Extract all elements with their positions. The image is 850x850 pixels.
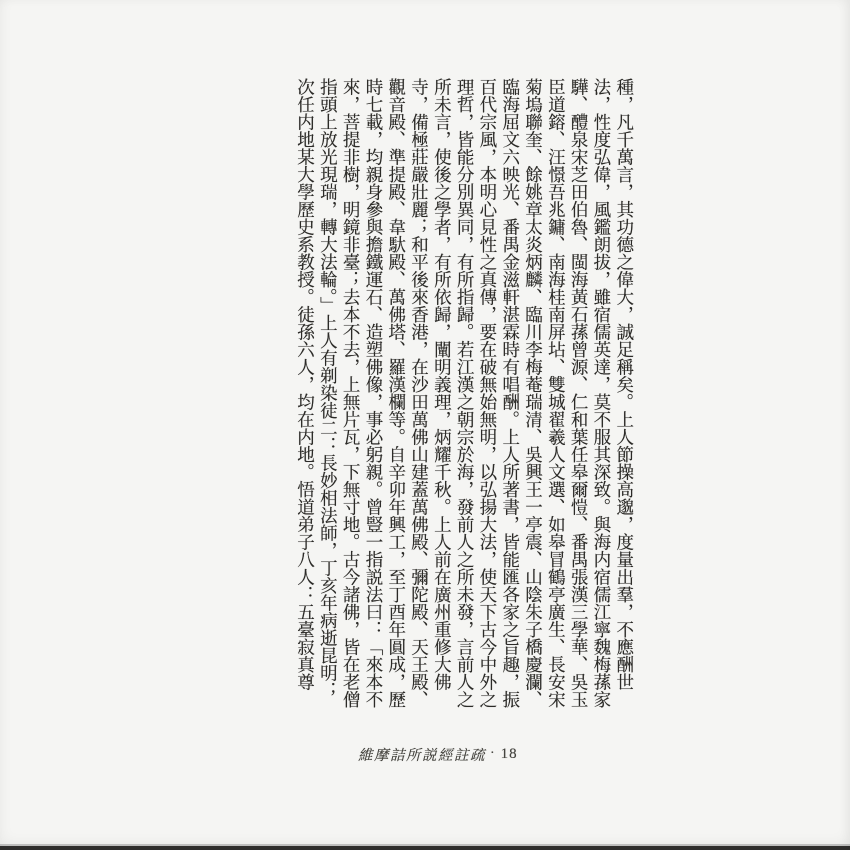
text-column-2: 法，性度弘偉，風鑑朗拔，雖宿儒英達，莫不服其深致。與海内宿儒江寧魏梅蓀家 <box>591 78 612 708</box>
text-column-8: 理哲，皆能分別異同，有所指歸。若江漢之朝宗於海，發前人之所未發，言前人之 <box>455 78 476 708</box>
text-column-1: 種，凡千萬言，其功德之偉大，誠足稱矣。上人節操高邈，度量出羣，不應酬世 <box>614 78 635 691</box>
text-column-9: 所未言，使後之學者，有所依歸，闡明義理，炳耀千秋。上人前在廣州重修大佛 <box>432 78 453 691</box>
text-column-11: 觀音殿、準提殿、韋馱殿、萬佛塔、羅漢欄等。自辛卯年興工，至丁酉年圓成，歷 <box>386 78 407 708</box>
running-title: 維摩詰所説經註疏 <box>358 747 486 764</box>
footer-separator: · <box>490 746 495 761</box>
text-column-13: 來，菩提非樹，明鏡非臺；去本不去，上無片瓦，下無寸地。古今諸佛，皆在老僧 <box>341 78 362 708</box>
text-column-7: 百代宗風，本明心見性之真傳，要在破無始無明，以弘揚大法，使天下古今中外之 <box>477 78 498 708</box>
text-column-12: 時七載，均親身參與擔鐵運石、造塑佛像，事必躬親。曾豎一指説法曰：「來本不 <box>363 78 384 708</box>
text-column-6: 臨海屈文六映光、番禺金滋軒湛霖時有唱酬。上人所著書，皆能匯各家之旨趣，振 <box>500 78 521 708</box>
text-column-5: 菊塢聯奎、餘姚章太炎炳麟、臨川李梅菴瑞清、吳興王一亭震、山陰朱子橋慶瀾、 <box>523 78 544 708</box>
scan-edge-shadow <box>0 846 850 850</box>
page-number: 18 <box>500 745 518 762</box>
text-column-14: 指頭上放光現瑞，轉大法輪。」上人有剃染徒二：長妙相法師，丁亥年病逝昆明； <box>318 78 339 700</box>
page-footer <box>358 743 518 765</box>
text-column-3: 驊、醴泉宋芝田伯魯、閩海黃石蓀曾源、仁和葉任皋爾愷、番禺張漢三學華、吳玉 <box>569 78 590 708</box>
text-column-10: 寺，備極莊嚴壯麗；和平後來香港，在沙田萬佛山建蓋萬佛殿、彌陀殿、天王殿、 <box>409 78 430 708</box>
text-column-15: 次任内地某大學歷史系教授。徒孫六人，均在内地。悟道弟子八人：五臺寂真尊 <box>295 78 316 691</box>
text-column-4: 臣道鎔、汪憬吾兆鏞、南海桂南屏坫、雙城翟羲人文選、如皋冒鶴亭廣生、長安宋 <box>546 78 567 708</box>
page-text-block <box>291 78 638 710</box>
